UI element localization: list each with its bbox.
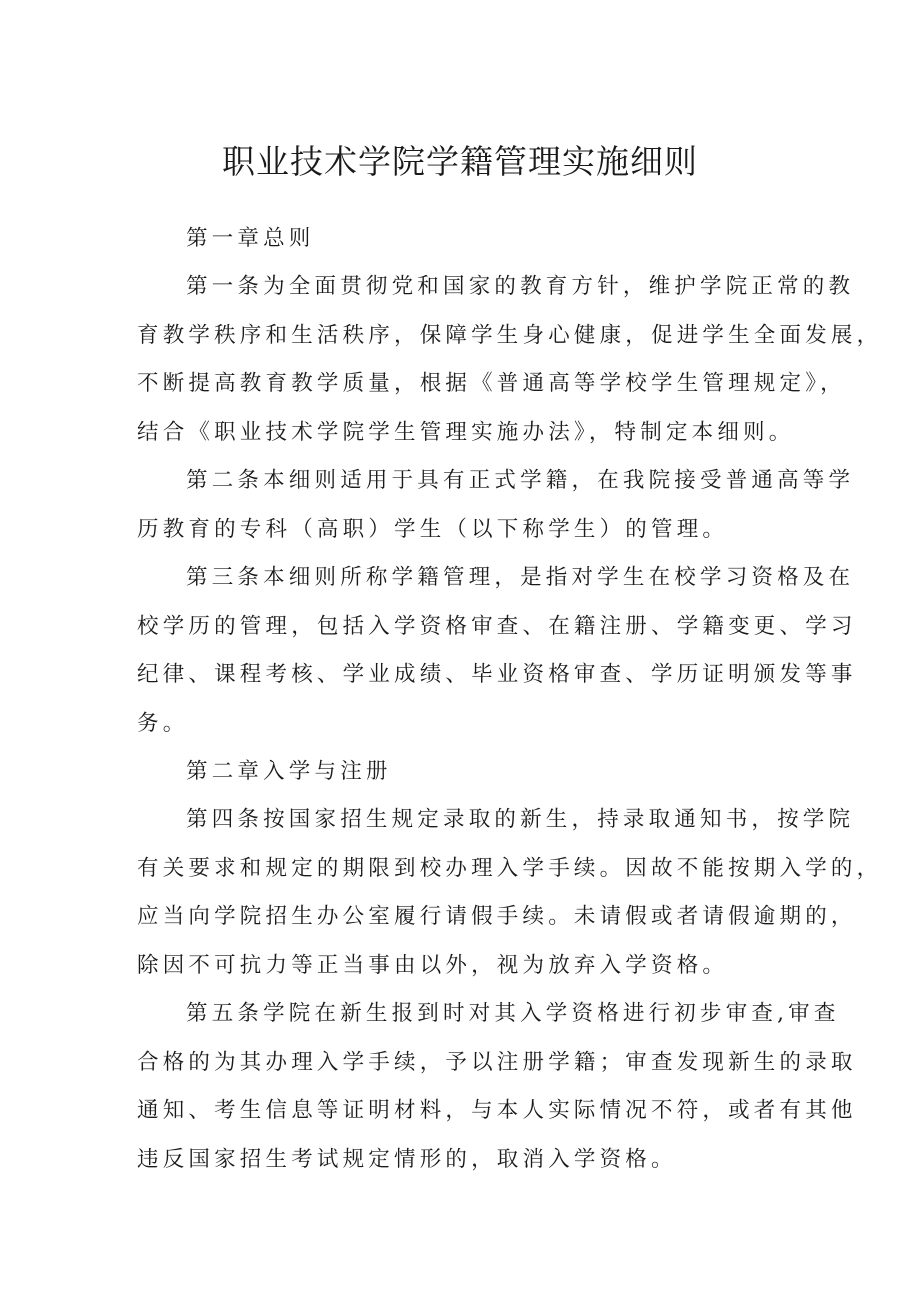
article-2-line-2: 历教育的专科（高职）学生（以下称学生）的管理。 [137,517,729,542]
article-5-line-2: 合格的为其办理入学手续，予以注册学籍；审查发现新生的录取 [137,1050,857,1075]
article-1-line-3: 不断提高教育教学质量，根据《普通高等学校学生管理规定》， [137,371,846,396]
article-3-line-3: 纪律、课程考核、学业成绩、毕业资格审查、学历证明颁发等事 [137,662,857,687]
article-5-line-3: 通知、考生信息等证明材料，与本人实际情况不符，或者有其他 [137,1098,857,1123]
document-title: 职业技术学院学籍管理实施细则 [222,142,698,181]
article-4-line-1: 第四条按国家招生规定录取的新生，持录取通知书，按学院 [186,807,855,832]
article-1-line-1: 第一条为全面贯彻党和国家的教育方针，维护学院正常的教 [186,274,855,299]
article-4-line-4: 除因不可抗力等正当事由以外，视为放弃入学资格。 [137,953,729,978]
article-4-line-3: 应当向学院招生办公室履行请假手续。未请假或者请假逾期的， [137,904,857,929]
article-2-line-1: 第二条本细则适用于具有正式学籍，在我院接受普通高等学 [186,468,855,493]
article-3-line-2: 校学历的管理，包括入学资格审查、在籍注册、学籍变更、学习 [137,614,857,639]
article-5-line-1: 第五条学院在新生报到时对其入学资格进行初步审查,审查 [186,1001,840,1026]
article-1-line-4: 结合《职业技术学院学生管理实施办法》，特制定本细则。 [137,420,795,445]
chapter-heading-2: 第二章入学与注册 [186,759,392,784]
chapter-heading-1: 第一章总则 [186,226,315,251]
article-5-line-4: 违反国家招生考试规定情形的，取消入学资格。 [137,1147,677,1172]
article-3-line-1: 第三条本细则所称学籍管理，是指对学生在校学习资格及在 [186,565,855,590]
article-3-line-4: 务。 [137,711,189,736]
article-4-line-2: 有关要求和规定的期限到校办理入学手续。因故不能按期入学的， [137,856,883,881]
article-1-line-2: 育教学秩序和生活秩序，保障学生身心健康，促进学生全面发展， [137,323,883,348]
